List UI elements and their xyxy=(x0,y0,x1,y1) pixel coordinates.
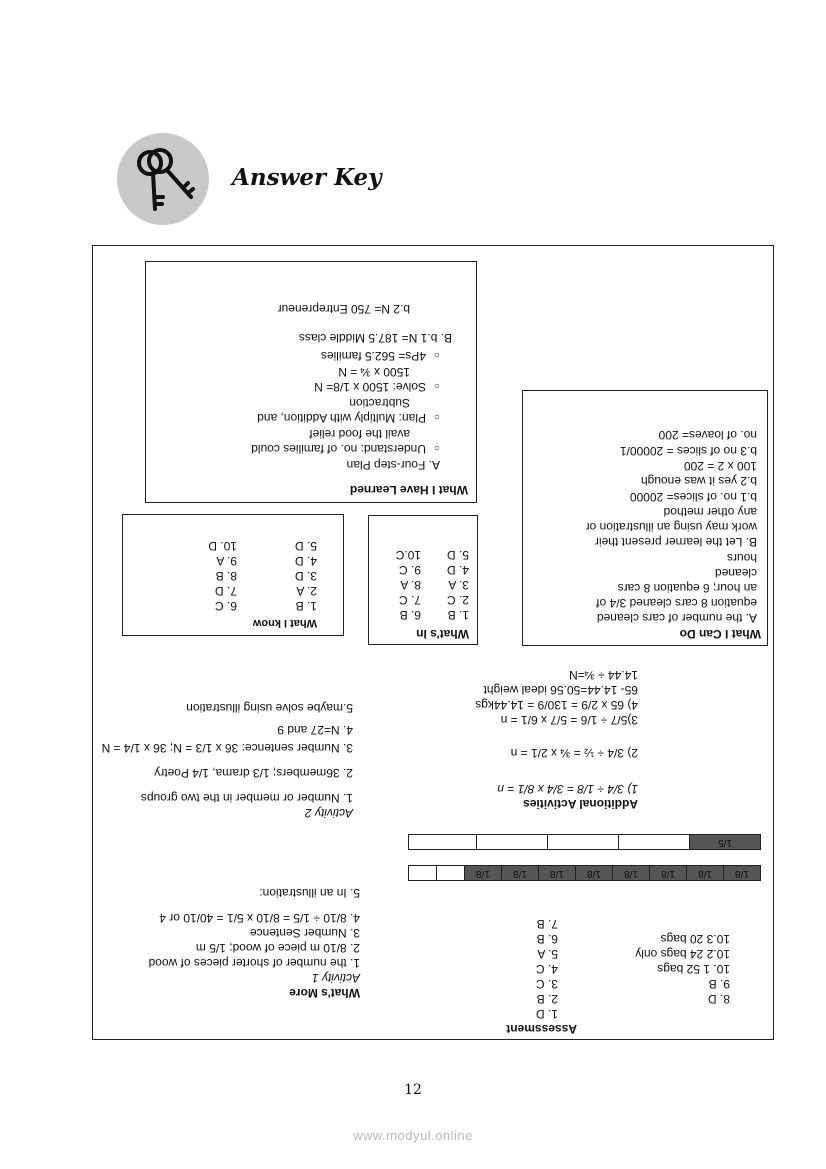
additional-activity-line: 1) 3/4 ÷ 1/8 = 3/4 x 8/1 = n xyxy=(497,782,638,796)
page-number: 12 xyxy=(404,1082,422,1098)
what-i-can-do-line: A. the number of cars cleaned xyxy=(596,611,757,625)
what-i-can-do-line: 100 x 2 = 200 xyxy=(683,459,757,473)
learned-line: B. b.1 N= 187.5 Middle class xyxy=(298,331,452,345)
additional-activity-line: 2) 3/4 ÷ ½ = ¾ x 2/1 = n xyxy=(510,746,638,760)
what-i-know-item: 9. A xyxy=(216,554,237,568)
what-i-can-do-line: an hour; 6 equation 8 cars xyxy=(617,581,757,595)
activity2-label: Activity 2 xyxy=(304,806,353,820)
assessment-item: 7. B xyxy=(536,917,558,931)
assessment-item: 6. B xyxy=(536,932,558,946)
what-i-know-item: 4. D xyxy=(294,554,317,568)
what-i-can-do-line: b.3 no of slices = 20000/1 xyxy=(619,444,757,458)
what-i-know-heading: What I know xyxy=(252,617,317,629)
fraction-cell: 1/8 xyxy=(649,865,687,881)
additional-activity-line: 4) 65 x 2/9 = 130/9 = 14.44kgs xyxy=(475,698,638,712)
assessment-item: 4. C xyxy=(535,962,558,976)
whats-in-item: 7. C xyxy=(398,593,421,607)
whats-in-item: 3. A xyxy=(448,578,469,592)
activity1-line: 3. Number Sentence xyxy=(249,926,360,940)
fraction-cell: 1/8 xyxy=(723,865,761,881)
learned-line: ○4Ps= 562.5 families xyxy=(320,349,440,363)
what-i-can-do-line: equation 8 cars cleaned 3/4 of xyxy=(596,596,757,610)
what-i-know-item: 10. D xyxy=(208,539,237,553)
what-i-can-do-line: b.1 no. of slices= 20000 xyxy=(629,490,757,504)
activity2-line: 3. Number sentence: 36 x 1/3 = N; 36 x 1/4 = N xyxy=(101,741,353,755)
keys-icon xyxy=(117,133,209,225)
fraction-cell: 1/8 xyxy=(464,865,502,881)
upside-down-content xyxy=(93,246,773,1039)
what-i-can-do-box xyxy=(522,390,768,646)
fraction-cell-empty xyxy=(436,865,465,881)
what-i-can-do-line: any other method xyxy=(663,505,757,519)
learned-line: Subtraction xyxy=(349,396,410,410)
whats-in-item: 5. D xyxy=(446,548,469,562)
whats-in-item: 8. A xyxy=(400,578,421,592)
additional-activity-line: 3)5/7 ÷ 1/6 = 5/7 x 6/1 = n xyxy=(500,713,638,727)
fraction-cell-empty xyxy=(547,834,619,850)
assessment-item: 10.2 24 bags only xyxy=(635,947,730,961)
bullet-icon: ○ xyxy=(433,380,440,391)
what-i-can-do-line: B. Let the learner present their xyxy=(594,535,757,549)
assessment-item: 5. A xyxy=(537,947,558,961)
fraction-cell-empty xyxy=(408,834,477,850)
activity2-line: 5.maybe solve using illustration xyxy=(186,701,353,715)
what-i-know-item: 5. D xyxy=(294,539,317,553)
what-i-know-item: 2. A xyxy=(296,584,317,598)
watermark: www.modyul.online xyxy=(353,1128,473,1143)
activity2-line: 4. N=27 and 9 xyxy=(277,723,353,737)
what-i-can-do-heading: What I Can Do xyxy=(679,627,761,641)
fraction-cell: 1/8 xyxy=(501,865,539,881)
what-i-know-item: 3. D xyxy=(294,569,317,583)
whats-in-item: 1. B xyxy=(447,608,469,622)
learned-line: b.2 N= 750 Entrepreneur xyxy=(277,302,410,316)
assessment-item: 9. B xyxy=(708,977,730,991)
fraction-cell: 1/8 xyxy=(686,865,724,881)
whats-in-box xyxy=(368,515,478,645)
fraction-cell-empty xyxy=(618,834,690,850)
page-title: Answer Key xyxy=(232,164,382,191)
activity2-line: 2. 36members; 1/3 drama, 1/4 Poetry xyxy=(154,766,353,780)
what-i-can-do-line: b.2 yes it was enough xyxy=(640,474,757,488)
what-i-can-do-line: hours xyxy=(726,551,757,565)
fraction-cell: 1/8 xyxy=(538,865,576,881)
additional-activity-line: 65- 14.44=50.56 ideal weight xyxy=(483,683,638,697)
learned-line: ○Plan: Multiply with Addition, and xyxy=(257,411,440,425)
fraction-cell-empty xyxy=(408,865,437,881)
fraction-cell: 1/5 xyxy=(689,834,761,850)
whats-more-heading: What's More xyxy=(289,986,360,1000)
assessment-item: 1. D xyxy=(535,1007,558,1021)
learned-line: ○Solve: 1500 x 1/8= N xyxy=(314,380,440,394)
learned-line: 1500 x ¾ = N xyxy=(338,365,410,379)
learned-line: A. Four-step Plan xyxy=(346,458,440,472)
whats-in-item: 10.C xyxy=(395,548,421,562)
assessment-item: 3. C xyxy=(535,977,558,991)
fraction-bar-eighths xyxy=(408,865,761,881)
assessment-heading: Assessment xyxy=(506,1022,577,1036)
whats-in-item: 6. B xyxy=(399,608,421,622)
assessment-item: 2. B xyxy=(536,992,558,1006)
activity2-line: 1. Number or member in the two groups xyxy=(140,791,353,805)
what-i-know-item: 1. B xyxy=(295,599,317,613)
learned-line: ○Understand: no. of families could xyxy=(251,442,440,456)
learned-line: avail the food relief xyxy=(309,427,410,441)
fraction-cell-empty xyxy=(476,834,548,850)
what-i-have-learned-heading: What I Have Learned xyxy=(349,483,468,497)
activity1-line: 1. the number of shorter pieces of wood xyxy=(148,956,360,970)
whats-in-item: 9. C xyxy=(398,563,421,577)
what-i-know-item: 6. C xyxy=(214,599,237,613)
activity1-line: 4. 8/10 ÷ 1/5 = 8/10 x 5/1 = 40/10 or 4 xyxy=(159,911,360,925)
what-i-know-box xyxy=(122,514,344,636)
whats-in-item: 4. D xyxy=(446,563,469,577)
additional-activity-line: 14.44 ÷ ¾=N xyxy=(569,668,638,682)
what-i-can-do-line: cleaned xyxy=(714,566,757,580)
what-i-know-item: 8. B xyxy=(215,569,237,583)
whats-in-heading: What's In xyxy=(416,627,469,641)
what-i-can-do-line: no. of loaves= 200 xyxy=(658,428,757,442)
additional-activities-heading: Additional Activities xyxy=(523,797,638,811)
assessment-item: 8. D xyxy=(707,992,730,1006)
activity1-line: 2. 8/10 m piece of wood; 1/5 m xyxy=(195,941,360,955)
bullet-icon: ○ xyxy=(433,442,440,453)
fraction-cell: 1/8 xyxy=(575,865,613,881)
activity1-line: 5. In an illustration: xyxy=(259,886,360,900)
what-i-have-learned-box xyxy=(145,261,477,503)
what-i-can-do-line: work may using an illustration or xyxy=(585,520,757,534)
assessment-item: 10. 1 52 bags xyxy=(657,962,730,976)
bullet-icon: ○ xyxy=(433,411,440,422)
whats-in-item: 2. C xyxy=(446,593,469,607)
fraction-bar-fifths xyxy=(408,834,761,850)
activity1-label: Activity 1 xyxy=(311,971,360,985)
fraction-cell: 1/8 xyxy=(612,865,650,881)
assessment-item: 10.3 20 bags xyxy=(660,932,730,946)
answer-key-panel xyxy=(92,245,774,1040)
bullet-icon: ○ xyxy=(433,349,440,360)
what-i-know-item: 7. D xyxy=(214,584,237,598)
